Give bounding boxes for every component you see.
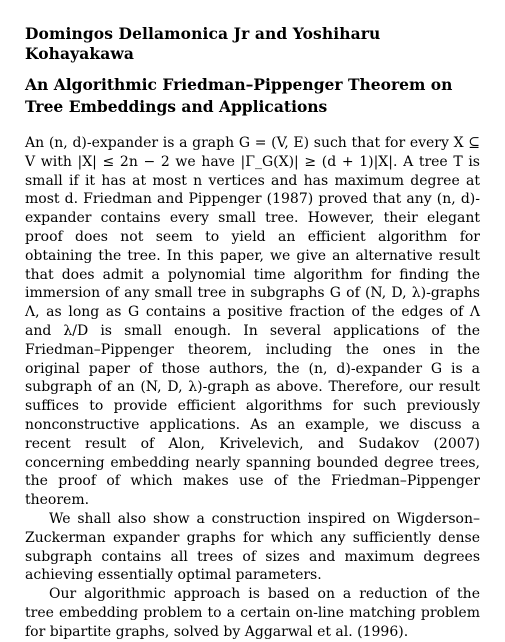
paper-title: An Algorithmic Friedman–Pippenger Theorem on Tree Embeddings and Applications — [25, 75, 453, 116]
author-line: Domingos Dellamonica Jr and Yoshiharu Kohayakawa — [25, 24, 381, 63]
abstract-paragraph-3: Our algorithmic approach is based on a reduction of the tree embedding problem to a certain on-line matching problem for bipartite graphs, solved by Aggarwal et al. (1996). — [25, 586, 480, 640]
abstract-paragraph-1: An (n, d)-expander is a graph G = (V, E) such that for every X ⊆ V with |X| ≤ 2n − 2 we have |Γ_G(X)| ≥ (d + 1)|X|. A tree T is small if it has at most n vertices and has maximum degree at most d. Friedman and Pippenger (1987) proved that any (n, d)-expander contains every small tree. However, their elegant proof does not seem to yield an efficient algorithm for obtaining the tree. In this paper, we give an alternative result that does admit a polynomial time algorithm for finding the immersion of any small tree in subgraphs G of (N, D, λ)-graphs Λ, as long as G contains a positive fraction of the edges of Λ and λ/D is small enough. In several applications of the Friedman–Pippenger theorem, including the ones in the original paper of those authors, the (n, d)-expander G is a subgraph of an (N, D, λ)-graph as above. Therefore, our result suffices to provide efficient algorithms for such previously nonconstructive applications. As an example, we discuss a recent result of Alon, Krivelevich, and Sudakov (2007) concerning embedding nearly spanning bounded degree trees, the proof of which makes use of the Friedman–Pippenger theorem. — [25, 135, 480, 509]
abstract — [25, 134, 480, 642]
abstract-paragraph-2: We shall also show a construction inspired on Wigderson–Zuckerman expander graphs for which any sufficiently dense subgraph contains all trees of sizes and maximum degrees achieving essentially optimal parameters. — [25, 510, 480, 584]
paper-page — [25, 24, 480, 642]
